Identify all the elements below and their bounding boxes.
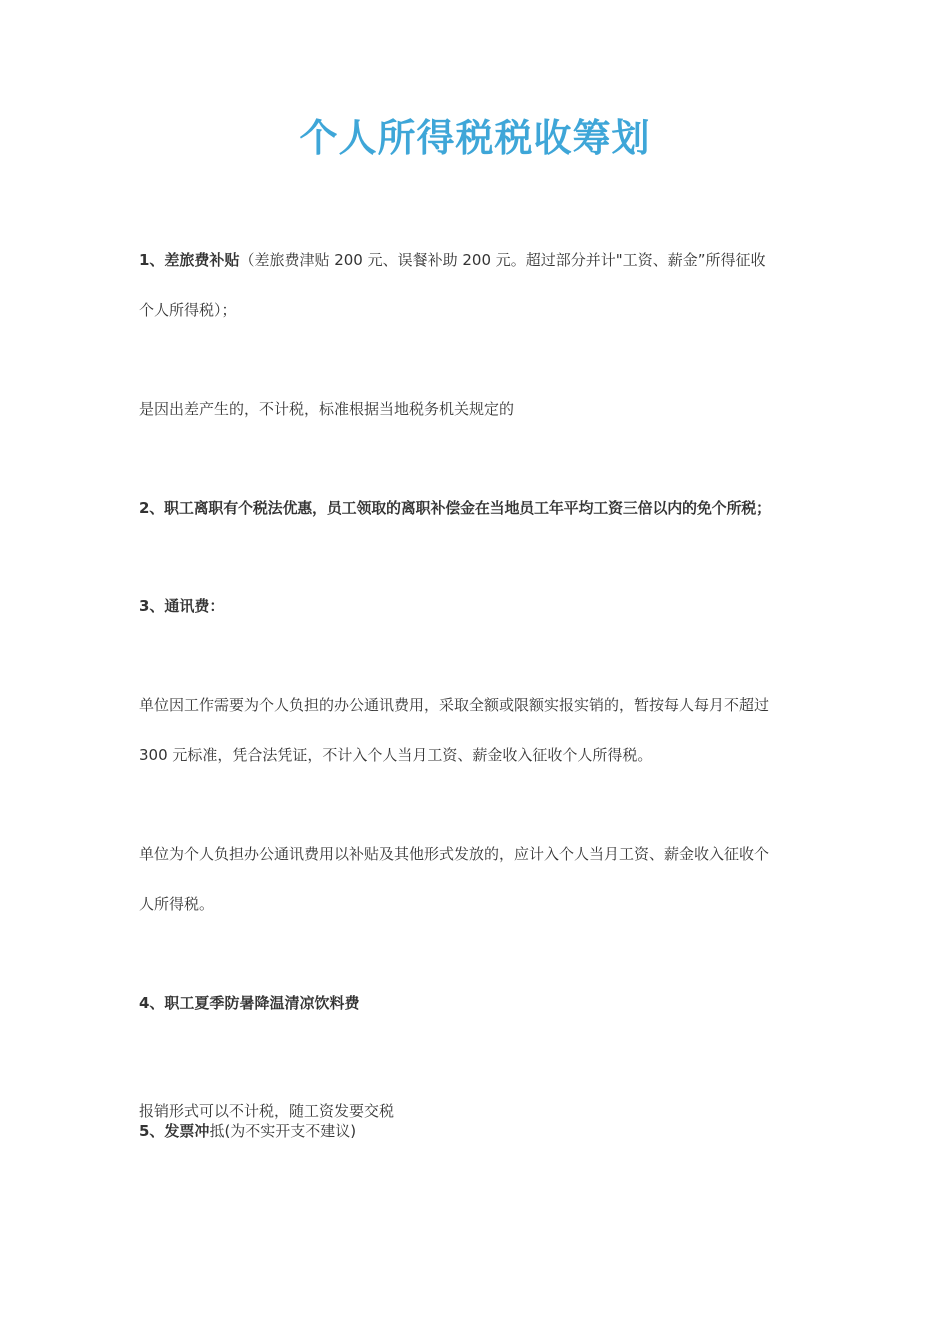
item-1-heading: 1、差旅费补贴 xyxy=(139,251,240,269)
item-3-paragraph-1-line-2: 300 元标准，凭合法凭证，不计入个人当月工资、薪金收入征收个人所得税。 xyxy=(139,746,653,764)
item-5-text: 抵(为不实开支不建议) xyxy=(209,1122,357,1140)
item-3-paragraph-2-line-1: 单位为个人负担办公通讯费用以补贴及其他形式发放的，应计入个人当月工资、薪金收入征收个 xyxy=(139,845,770,863)
item-5-heading: 5、发票冲 xyxy=(139,1122,210,1140)
item-1-line-2: 个人所得税）； xyxy=(139,301,237,319)
item-1-note: 是因出差产生的，不计税，标准根据当地税务机关规定的 xyxy=(139,400,515,418)
item-4-note: 报销形式可以不计税，随工资发要交税 xyxy=(139,1102,395,1120)
item-3-paragraph-2-line-2: 人所得税。 xyxy=(139,895,215,913)
item-1-line-1 xyxy=(139,249,765,271)
item-5-line xyxy=(139,1120,356,1142)
item-3-heading: 3、通讯费： xyxy=(139,597,225,615)
item-4-heading: 4、职工夏季防暑降温清凉饮料费 xyxy=(139,994,360,1012)
page-title: 个人所得税税收筹划 xyxy=(299,116,651,160)
item-1-text: （差旅费津贴 200 元、误餐补助 200 元。超过部分并计"工资、薪金”所得征收 xyxy=(239,251,766,269)
item-3-paragraph-1-line-1: 单位因工作需要为个人负担的办公通讯费用，采取全额或限额实报实销的，暂按每人每月不超过 xyxy=(139,696,770,714)
item-2-text: 2、职工离职有个税法优惠，员工领取的离职补偿金在当地员工年平均工资三倍以内的免个所税； xyxy=(139,499,771,517)
